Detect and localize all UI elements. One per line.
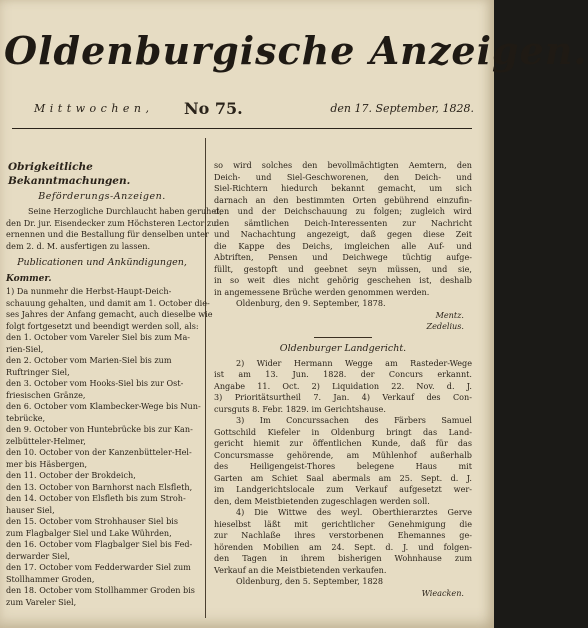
text-line: zum Flagbalger Siel und Lake Wührden, [6,527,172,538]
text-line: hauser Siel, [6,504,55,515]
text-line: Seine Herzogliche Durchlaucht haben geruhet, [28,206,223,216]
text-line: den 13. October von Barnhorst nach Elsfleth, [6,481,193,492]
text-line: den und der Deichschauung zu folgen; zugleich wird [214,206,472,216]
text-line: Garten am Schiet Saal abermals am 25. Sept. d. J. [214,472,472,483]
text-line: in so weit dies nicht gehörig geschehen ist, deshalb [214,275,472,285]
text-line: rien-Siel, [6,343,44,354]
deich-schedule [6,286,213,608]
text-line: Stollhammer Groden, [6,573,95,584]
text-line: ist am 13. Jun. 1828. der Concurs erkannt. [214,369,472,379]
text-line: den 18. October vom Stollhammer Groden bis [6,585,195,595]
signature: Mentz. [435,309,464,320]
text-line: des Heiligengeist-Thores belegene Haus mit [214,461,472,471]
header-rule [12,128,472,129]
text-line: folgt fortgesetzt und beendigt werden soll, als: [6,320,199,331]
text-line: ernennen und die Bestallung für denselben unter [6,229,209,239]
text-line: zelbütteler-Helmer, [6,435,86,446]
text-line: die Kappe des Deichs, imgleichen alle Auf- und [214,240,472,251]
text-line: den 17. October vom Fedderwarder Siel zum [6,562,191,572]
left-column [6,160,223,608]
text-line: mer bis Häsbergen, [6,458,88,469]
signoff-date: Oldenburg, den 9. September, 1878. [236,298,386,308]
text-line: hörenden Mobilien am 24. Sept. d. J. und folgen- [214,541,472,552]
text-line: Angabe 11. Oct. 2) Liquidation 22. Nov. d. J. [214,380,472,391]
text-line: den Tagen in ihrem bisherigen Wohnhause zum [214,553,472,563]
text-line: derwarder Siel, [6,550,70,561]
notice-paragraph [214,415,472,507]
deich-paragraph [214,160,472,298]
text-line: ses Jahres der Anfang gemacht, auch dieselbe wie [6,309,213,319]
text-line: den sämtlichen Deich-Interessenten zur Nachricht [214,217,472,228]
signature: Zedelius. [426,321,464,331]
text-line: den 2. October vom Marien-Siel bis zum [6,355,172,365]
text-line: füllt, gestopft und geebnet seyn müssen, und sie, [214,263,472,274]
text-line: den 1. October vom Vareler Siel bis zum Ma- [6,332,191,342]
separator-rule [314,337,372,338]
text-line: Verkauf an die Meistbietenden verkaufen. [214,564,387,575]
text-line: zur Nachlaße ihres verstorbenen Ehemannes ge- [214,530,472,540]
text-line: schauung gehalten, und damit am 1. October die- [6,297,210,308]
text-line: Siel-Richtern hiedurch bekannt gemacht, um sich [214,183,472,193]
intro-paragraph [6,206,223,252]
text-line: 3) Im Concurssachen des Färbers Samuel [236,415,472,425]
issue-number: No 75. [184,99,243,118]
text-line: Gottschild Kiefeler in Oldenburg bringt das Land- [214,426,472,437]
text-line: im Landgerichtslocale zum Verkauf aufgesetzt wer- [214,484,472,494]
text-line: Ruftringer Siel, [6,366,70,377]
notices-heading: Publicationen und Ankündigungen, [17,257,187,268]
masthead-title: Oldenburgische Anzeigen. [4,28,588,73]
text-line: den 9. October von Huntebrücke bis zur Kan- [6,424,193,434]
text-line: Abtriften, Pensen und Deichwege tüchtig aufge- [214,252,472,262]
right-column [214,160,472,599]
text-line: 2) Wider Hermann Wegge am Rasteder-Wege [236,357,472,368]
text-line: den 6. October vom Klambecker-Wege bis Nun- [6,401,201,411]
text-line: Concursmasse gehörende, am Mühlenhof außerhalb [214,449,472,460]
text-line: dem 2. d. M. ausfertigen zu lassen. [6,240,151,251]
text-line: in angemessene Brüche werden genommen werden. [214,286,430,297]
signoff-date: Oldenburg, den 5. September, 1828 [236,576,383,586]
signature: Wieacken. [421,587,464,598]
text-line: 1) Da nunmehr die Herbst-Haupt-Deich- [6,286,172,296]
subsection-heading: Beförderungs-Anzeigen. [38,191,166,202]
text-line: cursguts 8. Febr. 1829. im Gerichtshause. [214,403,386,414]
text-line: zum Vareler Siel, [6,596,77,607]
text-line: den 14. October von Elsfleth bis zum Stroh- [6,493,186,503]
weekday: Mittwochen, [34,102,154,115]
text-line: den, dem Meistbietenden zugeschlagen werden soll. [214,495,430,506]
text-line: den 15. October vom Strohhauser Siel bis [6,516,178,526]
text-line: den 16. October vom Flagbalger Siel bis Fed- [6,539,193,549]
section-label: Kommer. [6,274,52,284]
text-line: 4) Die Wittwe des weyl. Oberthierarztes Gerve [236,507,472,517]
text-line: den Dr. jur. Eisendecker zum Höchsteren Lector zu [6,217,217,228]
text-line: und Nachachtung angezeigt, daß gegen diese Zeit [214,229,472,239]
text-line: den 11. October der Brokdeich, [6,470,136,480]
text-line: so wird solches den bevollmächtigten Aemtern, den [214,160,472,170]
text-line: gericht hiemit zur öffentlichen Kunde, daß für das [214,438,472,448]
text-line: tebrücke, [6,412,46,423]
court-heading: Oldenburger Landgericht. [279,342,407,354]
text-line: 3) Prioritätsurtheil 7. Jan. 4) Verkauf des Con- [214,392,472,402]
notice-paragraph [214,507,472,576]
text-line: Deich- und Siel-Geschworenen, den Deich- und [214,171,472,182]
text-line: friesischen Gränze, [6,389,86,400]
notice-paragraph [214,358,472,416]
section-heading: Obrigkeitliche Bekanntmachungen. [8,161,131,187]
issue-date: den 17. September, 1828. [330,102,474,115]
dateline [34,99,474,118]
text-line: darnach an den bestimmten Orten gebührend einzufin- [214,194,472,205]
text-line: den 3. October vom Hooks-Siel bis zur Ost- [6,378,184,388]
text-line: hieselbst läßt mit gerichtlicher Genehmigung die [214,518,472,529]
text-line: den 10. October von der Kanzenbütteler-Hel- [6,447,192,457]
